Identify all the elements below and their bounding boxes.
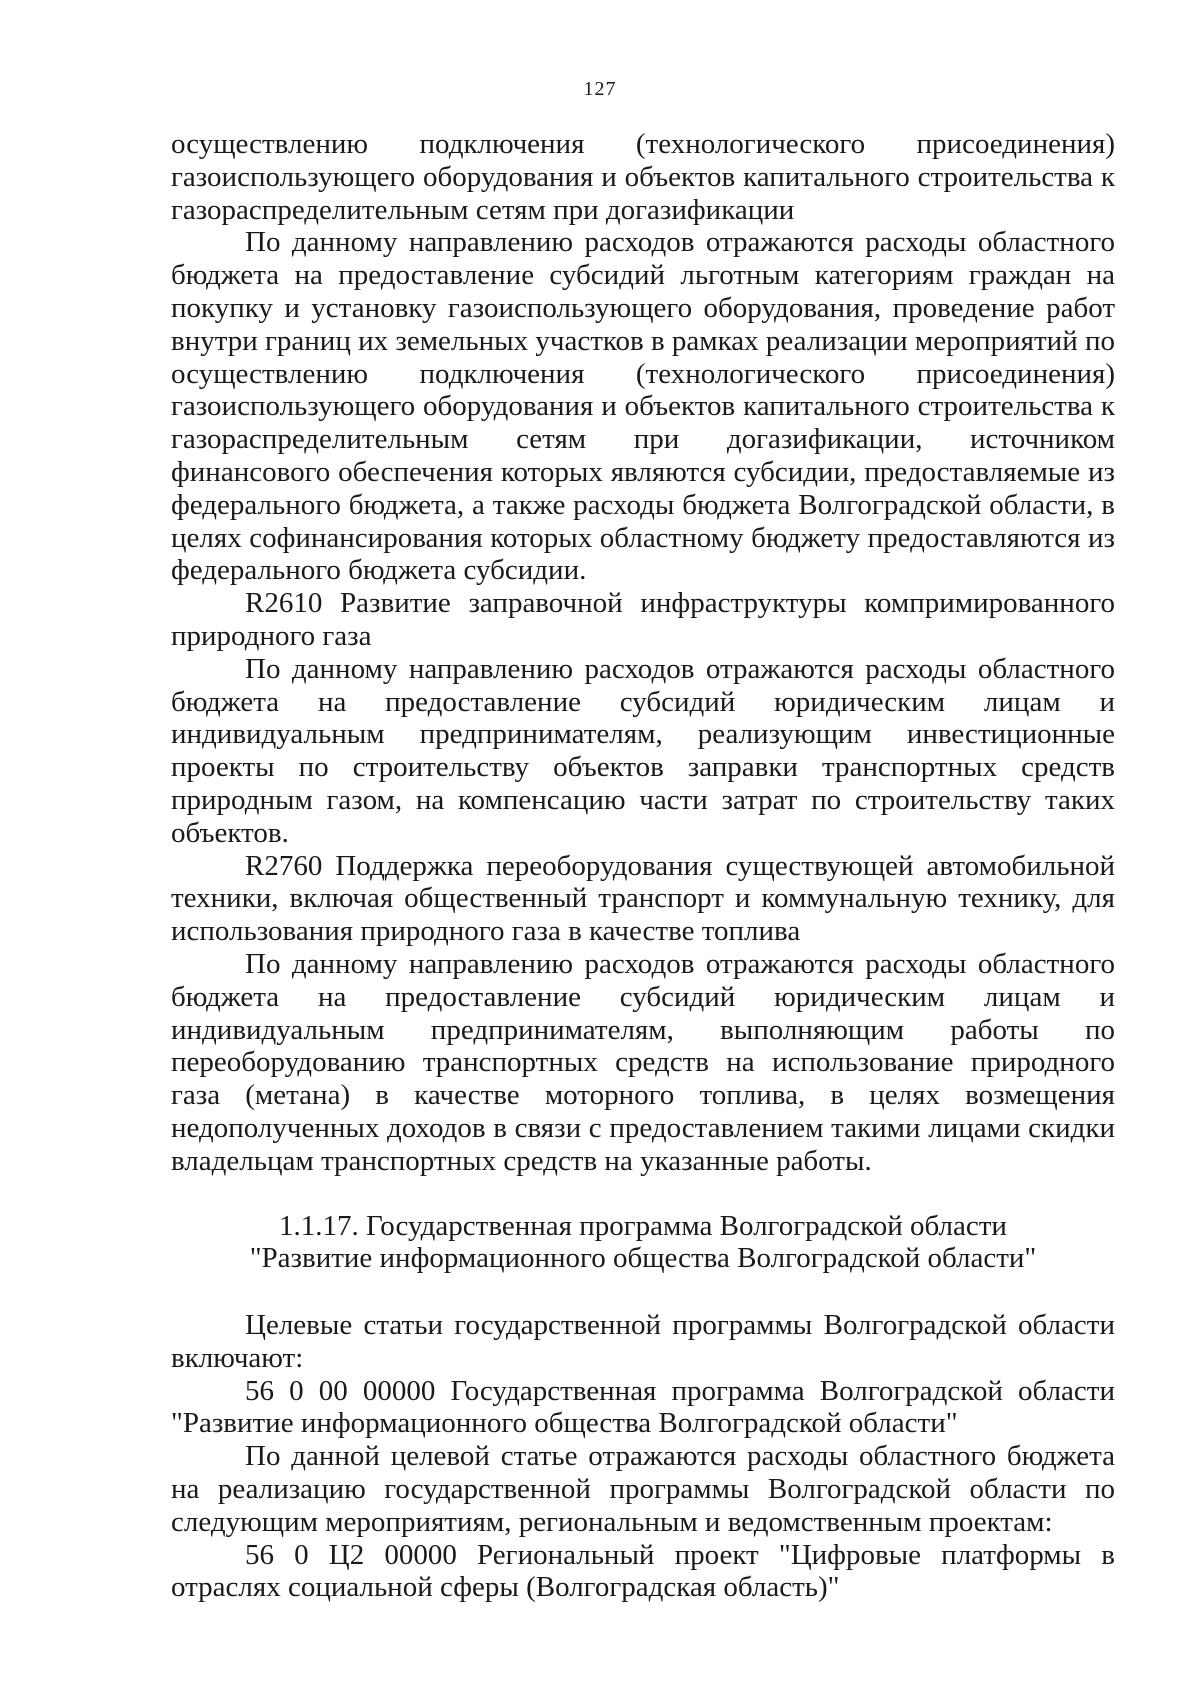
paragraph-code-r2610: R2610 Развитие заправочной инфраструктуры компримированного природного газа xyxy=(171,587,1115,652)
paragraph: По данному направлению расходов отражаются расходы областного бюджета на предоставление субсидий юридическим лицам и индивидуальным предпринимателям, выполняющим работы по переоборудованию транспортных средств на использование природного газа (метана) в качестве моторного топлива, в целях возмещения недополученных доходов в связи с предоставлением такими лицами скидки владельцам транспортных средств на указанные работы. xyxy=(171,947,1115,1177)
section-heading-line-2: "Развитие информационного общества Волгоградской области" xyxy=(249,1242,1037,1275)
paragraph: По данной целевой статье отражаются расходы областного бюджета на реализацию государственной программы Волгоградской области по следующим мероприятиям, региональным и ведомственным проектам: xyxy=(171,1440,1115,1538)
paragraph-code-r2760: R2760 Поддержка переоборудования существующей автомобильной техники, включая общественный транспорт и коммунальную технику, для использования природного газа в качестве топлива xyxy=(171,849,1115,948)
paragraph-continuation: осуществлению подключения (технологического присоединения) газоиспользующего оборудования и объектов капитального строительства к газораспределительным сетям при догазификации xyxy=(171,128,1115,226)
paragraph: Целевые статьи государственной программы Волгоградской области включают: xyxy=(171,1309,1115,1374)
paragraph: По данному направлению расходов отражаются расходы областного бюджета на предоставление субсидий льготным категориям граждан на покупку и установку газоиспользующего оборудования, проведение работ внутри границ их земельных участков в рамках реализации мероприятий по осуществлению подключения (технологического присоединения) газоиспользующего оборудования и объектов капитального строительства к газораспределительным сетям при догазификации, источником финансового обеспечения которых являются субсидии, предоставляемые из федерального бюджета, а также расходы бюджета Волгоградской области, в целях софинансирования которых областному бюджету предоставляются из федерального бюджета субсидии. xyxy=(171,226,1115,587)
page-number: 127 xyxy=(583,78,617,100)
paragraph-code-56-0-c2-00000: 56 0 Ц2 00000 Региональный проект "Цифровые платформы в отраслях социальной сферы (Волгоградская область)" xyxy=(171,1538,1115,1604)
paragraph-code-56-0-00-00000: 56 0 00 00000 Государственная программа Волгоградской области "Развитие информационного общества Волгоградской области" xyxy=(171,1374,1115,1440)
document-body xyxy=(171,128,1115,1604)
paragraph: По данному направлению расходов отражаются расходы областного бюджета на предоставление субсидий юридическим лицам и индивидуальным предпринимателям, реализующим инвестиционные проекты по строительству объектов заправки транспортных средств природным газом, на компенсацию части затрат по строительству таких объектов. xyxy=(171,652,1115,849)
section-heading xyxy=(171,1210,1115,1276)
section-heading-line-1: 1.1.17. Государственная программа Волгоградской области xyxy=(279,1209,1007,1242)
